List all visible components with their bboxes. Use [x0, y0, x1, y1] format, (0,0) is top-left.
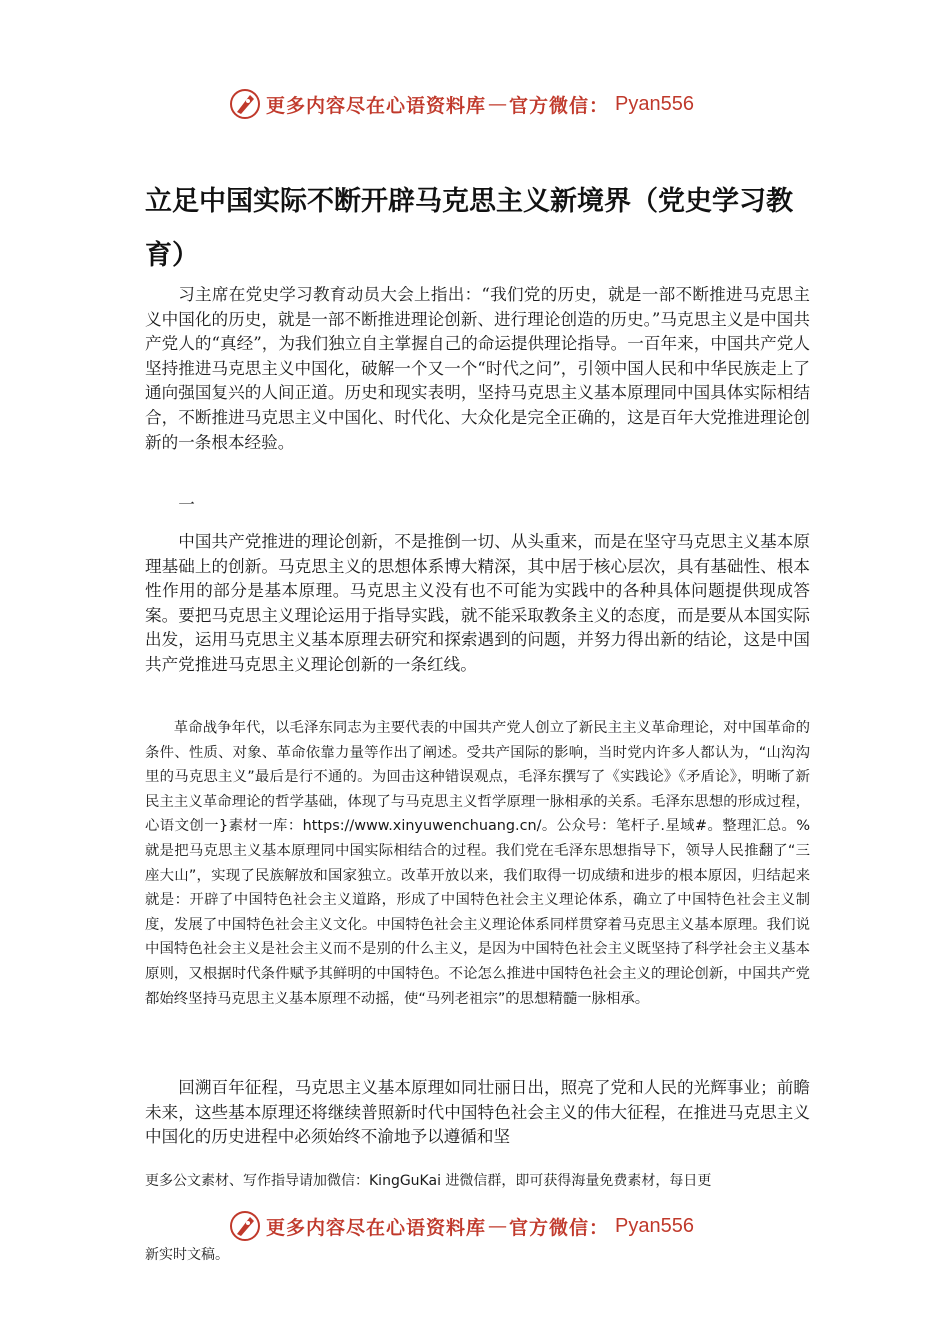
watermark-banner-top	[228, 86, 694, 122]
footer-promo-tail: 新实时文稿。	[145, 1247, 229, 1263]
document-title: 立足中国实际不断开辟马克思主义新境界（党史学习教育）	[145, 186, 793, 271]
paragraph-theory-innovation: 中国共产党推进的理论创新，不是推倒一切、从头重来，而是在坚守马克思主义基本原理基础上的创新。马克思主义的思想体系博大精深，其中居于核心层次，具有基础性、根本性作用的部分是基本原理。马克思主义没有也不可能为实践中的各种具体问题提供现成答案。要把马克思主义理论运用于指导实践，就不能采取教条主义的态度，而是要从本国实际出发，运用马克思主义基本原理去研究和探索遇到的问题，并努力得出新的结论，这是中国共产党推进马克思主义理论创新的一条红线。	[145, 532, 810, 674]
watermark-banner-bottom	[228, 1208, 694, 1244]
paragraph-intro: 习主席在党史学习教育动员大会上指出：“我们党的历史，就是一部不断推进马克思主义中国化的历史，就是一部不断推进理论创新、进行理论创造的历史。”马克思主义是中国共产党人的“真经”，为我们独立自主掌握自己的命运提供理论指导。一百年来，中国共产党人坚持推进马克思主义中国化，破解一个又一个“时代之问”，引领中国人民和中华民族走上了通向强国复兴的人间正道。历史和现实表明，坚持马克思主义基本原理同中国具体实际相结合，不断推进马克思主义中国化、时代化、大众化是完全正确的，这是百年大党推进理论创新的一条根本经验。	[145, 285, 810, 452]
watermark-text: 更多内容尽在心语资料库	[266, 94, 487, 117]
paragraph-revolution-era: 革命战争年代，以毛泽东同志为主要代表的中国共产党人创立了新民主主义革命理论，对中国革命的条件、性质、对象、革命依靠力量等作出了阐述。受共产国际的影响，当时党内许多人都认为，“山沟沟里的马克思主义”最后是行不通的。为回击这种错误观点，毛泽东撰写了《实践论》《矛盾论》，明晰了新民主主义革命理论的哲学基础，体现了与马克思主义哲学原理一脉相承的关系。毛泽东思想的形成过程，心语文创一}素材一库：https://www.xinyuwenchuang.cn/。公众号：笔杆子.星域#。整理汇总。%就是把马克思主义基本原理同中国实际相结合的过程。我们党在毛泽东思想指导下，领导人民推翻了“三座大山”，实现了民族解放和国家独立。改革开放以来，我们取得一切成绩和进步的根本原因，归结起来就是：开辟了中国特色社会主义道路，形成了中国特色社会主义理论体系，确立了中国特色社会主义制度，发展了中国特色社会主义文化。中国特色社会主义理论体系同样贯穿着马克思主义基本原理。我们说中国特色社会主义是社会主义而不是别的什么主义，是因为中国特色社会主义既坚持了科学社会主义基本原则，又根据时代条件赋予其鲜明的中国特色。不论怎么推进中国特色社会主义的理论创新，中国共产党都始终坚持马克思主义基本原理不动摇，使“马列老祖宗”的思想精髓一脉相承。	[145, 720, 810, 1007]
section-heading-one: 一	[178, 495, 195, 514]
watermark-suffix: 官方微信：	[509, 94, 610, 117]
paragraph-retrospect: 回溯百年征程，马克思主义基本原理如同壮丽日出，照亮了党和人民的光辉事业；前瞻未来，这些基本原理还将继续普照新时代中国特色社会主义的伟大征程，在推进马克思主义中国化的历史进程中必须始终不渝地予以遵循和坚	[145, 1078, 810, 1147]
watermark-separator: —	[488, 1215, 508, 1237]
watermark-text: 更多内容尽在心语资料库	[266, 1216, 487, 1239]
watermark-wechat-id: Pyan556	[615, 1214, 694, 1237]
watermark-suffix: 官方微信：	[509, 1216, 610, 1239]
watermark-separator: —	[488, 93, 508, 115]
pen-nib-logo-icon	[228, 1209, 262, 1243]
pen-nib-logo-icon	[228, 87, 262, 121]
watermark-wechat-id: Pyan556	[615, 92, 694, 115]
footer-promo-note: 更多公文素材、写作指导请加微信：KingGuKai 进微信群，即可获得海量免费素材，每日更	[145, 1173, 712, 1189]
